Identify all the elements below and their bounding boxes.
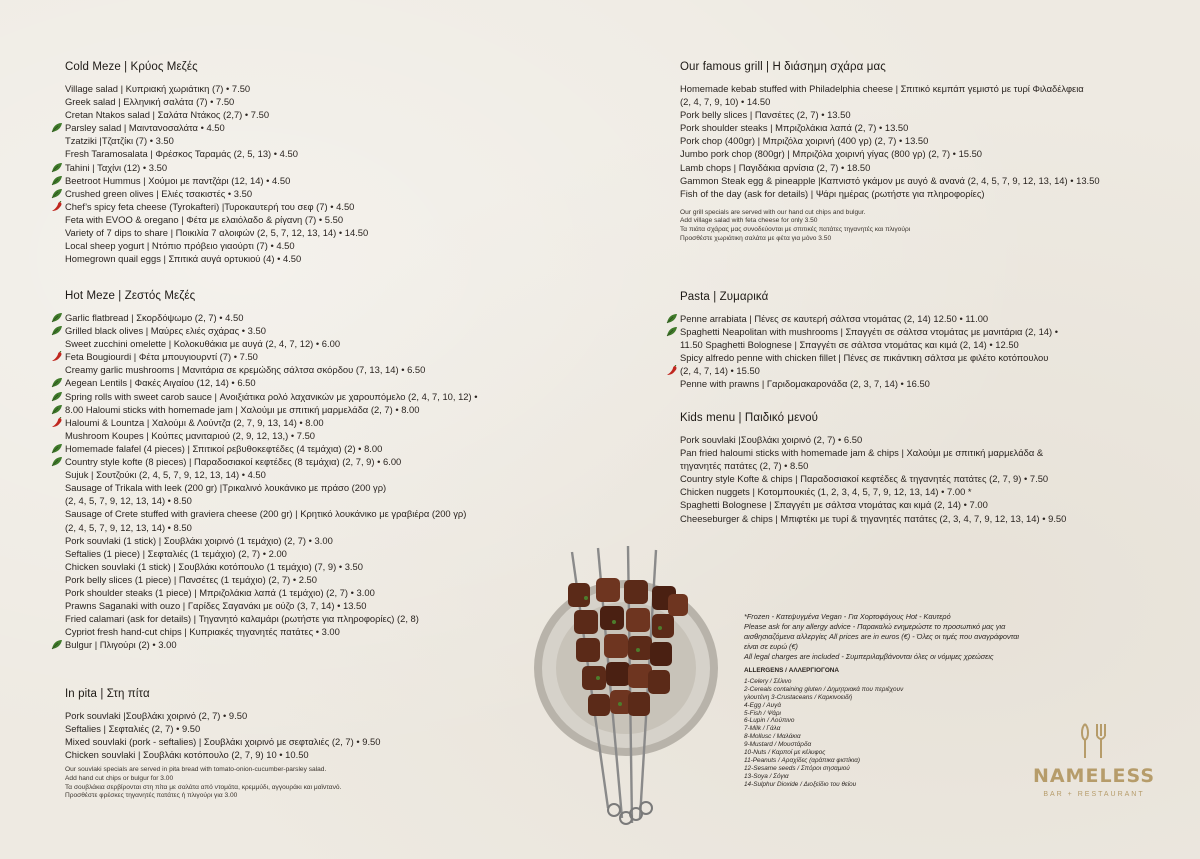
- menu-item: [65, 95, 585, 108]
- menu-item: [65, 534, 585, 547]
- allergens-title: ALLERGENS / ΑΛΛΕΡΓΙΟΓΟΝΑ: [744, 667, 840, 674]
- menu-item-text: Pork chop (400gr) | Μπριζόλα χοιρινή (400 γρ) (2, 7) • 13.50: [680, 135, 929, 147]
- allergen-list: [744, 678, 1034, 789]
- menu-item: [65, 429, 585, 442]
- section-title: Our famous grill | Η διάσημη σχάρα μας: [680, 61, 886, 73]
- hot-chili-icon: [51, 201, 63, 212]
- menu-item: [680, 351, 1180, 364]
- menu-item: [65, 174, 585, 187]
- menu-item-text: Chicken souvlaki | Σουβλάκι κοτόπουλο (2, 7, 9) 10 • 10.50: [65, 749, 309, 761]
- menu-item-text: Mixed souvlaki (pork - seftalies) | Σουβλάκι χοιρινό με σεφταλιές (2, 7) • 9.50: [65, 736, 381, 748]
- menu-item-text: Fried calamari (ask for details) | Τηγανητό καλαμάρι (ρωτήστε για πληροφορίες) (2, 8): [65, 613, 419, 625]
- section-title: In pita | Στη πίτα: [65, 688, 150, 700]
- menu-item: [65, 481, 585, 494]
- menu-item: [65, 108, 585, 121]
- menu-item-text: Pork souvlaki |Σουβλάκι χοιρινό (2, 7) • 6.50: [680, 434, 863, 445]
- menu-item-text: Pork souvlaki |Σουβλάκι χοιρινό (2, 7) • 9.50: [65, 710, 248, 721]
- menu-item-text: Pork shoulder steaks (1 piece) | Μπριζολάκια λαπά (1 τεμάχιο) (2, 7) • 3.00: [65, 586, 375, 598]
- menu-item-text: Sweet zucchini omelette | Κολοκυθάκια με αυγά (2, 4, 7, 12) • 6.00: [65, 338, 341, 350]
- kids-section: [680, 412, 1180, 525]
- menu-item-text: Fish of the day (ask for details) | Ψάρι ημέρας (ρωτήστε για πληροφορίες): [680, 187, 985, 199]
- brand-name: NAMELESS: [1032, 765, 1156, 787]
- menu-item: [65, 134, 585, 147]
- menu-item: [65, 638, 585, 651]
- legend-line: All legal charges are included - Συμπεριλαμβάνονται όλες οι νόμιμες χρεώσεις: [744, 652, 994, 661]
- allergen-item: 10-Nuts / Καρποί με κέλυφος: [744, 749, 826, 757]
- allergen-item: 2-Cereals containing gluten / Δημητριακά που περιέχουν: [744, 685, 904, 693]
- menu-item: [680, 121, 1180, 134]
- vegan-leaf-icon: [51, 325, 63, 336]
- allergen-legend: [744, 612, 1034, 789]
- menu-item: [65, 573, 585, 586]
- menu-item-text: Spaghetti Bolognese | Σπαγγέτι με σάλτσα ντομάτας και κιμά (2, 14) • 7.00: [680, 499, 988, 511]
- menu-item-text: Lamb chops | Παγιδάκια αρνίσια (2, 7) • 18.50: [680, 161, 871, 173]
- allergen-item: 7-Milk / Γάλα: [744, 725, 781, 733]
- menu-item: [680, 338, 1180, 351]
- note-line: Τα πιάτα σχάρας μας συνοδεύονται με σπιτικές πατάτες τηγανητές και πλιγούρι: [680, 226, 911, 234]
- menu-item-text: (2, 4, 5, 7, 9, 12, 13, 14) • 8.50: [65, 521, 192, 533]
- menu-item: [65, 468, 585, 481]
- menu-item-text: Pork belly slices (1 piece) | Πανσέτες (1 τεμάχιο) (2, 7) • 2.50: [65, 573, 317, 585]
- vegan-leaf-icon: [51, 639, 63, 650]
- menu-item: [65, 363, 585, 376]
- note-line: Προσθέστε φρέσκες τηγανητές πατάτες ή πλιγούρι για 3.00: [65, 792, 238, 800]
- menu-item-text: Country style kofte (8 pieces) | Παραδοσιακοί κεφτέδες (8 τεμάχια) (2, 7, 9) • 6.00: [65, 456, 402, 468]
- legend-line: *Frozen - Κατεψυγμένα Vegan - Για Χορτοφάγους Hot - Καυτερό: [744, 612, 951, 621]
- section-title: Cold Meze | Κρύος Μεζές: [65, 61, 198, 73]
- menu-item: [65, 200, 585, 213]
- vegan-leaf-icon: [666, 313, 678, 324]
- brand-tagline: BAR + RESTAURANT: [1043, 791, 1145, 798]
- menu-item-text: Variety of 7 dips to share | Ποικιλία 7 αλοιφών (2, 5, 7, 12, 13, 14) • 14.50: [65, 227, 369, 239]
- menu-item-text: Sausage of Crete stuffed with graviera cheese (200 gr) | Κρητικό λουκάνικο με γραβιέρα (200 γρ): [65, 508, 467, 520]
- vegan-leaf-icon: [51, 456, 63, 467]
- menu-item-text: Chef’s spicy feta cheese (Tyrokafteri) |Τυροκαυτερή του σεφ (7) • 4.50: [65, 200, 355, 212]
- menu-item: [680, 325, 1180, 338]
- menu-item: [65, 376, 585, 389]
- vegan-leaf-icon: [666, 326, 678, 337]
- menu-item: [680, 174, 1180, 187]
- section-title: Kids menu | Παιδικό μενού: [680, 412, 819, 424]
- menu-item: [65, 350, 585, 363]
- menu-item: [680, 95, 1180, 108]
- menu-item: [65, 494, 585, 507]
- menu-item: [65, 748, 525, 761]
- menu-item-text: Penne with prawns | Γαριδομακαρονάδα (2, 3, 7, 14) • 16.50: [680, 378, 930, 390]
- vegan-leaf-icon: [51, 188, 63, 199]
- menu-item-text: Beetroot Hummus | Χούμοι με παντζάρι (12, 14) • 4.50: [65, 174, 291, 186]
- menu-item: [680, 377, 1180, 390]
- allergen-item: 5-Fish / Ψάρι: [744, 709, 781, 717]
- menu-item-text: Feta with EVOO & oregano | Φέτα με ελαιόλαδο & ρίγανη (7) • 5.50: [65, 213, 344, 225]
- menu-item-text: Mushroom Koupes | Κούπες μανιταριού (2, 9, 12, 13,) • 7.50: [65, 429, 316, 441]
- menu-item-text: Pan fried haloumi sticks with homemade jam & chips | Χαλούμι με σπιτική μαρμελάδα &: [680, 447, 1044, 459]
- menu-item-text: Sujuk | Σουτζούκι (2, 4, 5, 7, 9, 12, 13, 14) • 4.50: [65, 469, 266, 481]
- menu-item-text: Jumbo pork chop (800gr) | Μπριζόλα χοιρινή γίγας (800 γρ) (2, 7) • 15.50: [680, 148, 983, 160]
- vegan-leaf-icon: [51, 377, 63, 388]
- menu-item: [65, 521, 585, 534]
- menu-item-text: Gammon Steak egg & pineapple |Καπνιστό γκάμον με αυγό & ανανά (2, 4, 5, 7, 9, 12, 13, 14) • 13.50: [680, 174, 1100, 186]
- menu-item: [680, 161, 1180, 174]
- menu-item: [65, 547, 585, 560]
- menu-item: [680, 498, 1180, 511]
- menu-item: [65, 311, 585, 324]
- allergen-item: 4-Egg / Αυγά: [744, 701, 781, 709]
- section-title: Pasta | Ζυμαρικά: [680, 291, 769, 303]
- menu-item-text: Seftalies | Σεφταλιές (2, 7) • 9.50: [65, 723, 201, 735]
- menu-item: [680, 459, 1180, 472]
- menu-item-text: Prawns Saganaki with ouzo | Γαρίδες Σαγανάκι με ούζο (3, 7, 14) • 13.50: [65, 600, 367, 612]
- menu-item-text: Fresh Taramosalata | Φρέσκος Ταραμάς (2, 5, 13) • 4.50: [65, 148, 298, 160]
- menu-item-text: Pork shoulder steaks | Μπριζολάκια λαπά (2, 7) • 13.50: [680, 122, 909, 134]
- menu-item-text: Chicken souvlaki (1 stick) | Σουβλάκι κοτόπουλο (1 τεμάχιο) (7, 9) • 3.50: [65, 560, 363, 572]
- menu-item-text: Cretan Ntakos salad | Σαλάτα Ντάκος (2,7) • 7.50: [65, 109, 270, 121]
- vegan-leaf-icon: [51, 443, 63, 454]
- allergen-item: 8-Mollusc / Μαλάκια: [744, 733, 801, 741]
- menu-item-text: (2, 4, 5, 7, 9, 12, 13, 14) • 8.50: [65, 495, 192, 507]
- menu-item: [65, 507, 585, 520]
- menu-item-text: Homegrown quail eggs | Σπιτικά αυγά ορτυκιού (4) • 4.50: [65, 253, 302, 265]
- menu-item-text: Spicy alfredo penne with chicken fillet | Πένες σε πικάντικη σάλτσα με φιλέτο κοτόπουλου: [680, 352, 1049, 364]
- menu-item: [65, 560, 585, 573]
- menu-item-text: Crushed green olives | Ελιές τσακιστές • 3.50: [65, 187, 253, 199]
- menu-item: [65, 599, 585, 612]
- menu-item-text: Seftalies (1 piece) | Σεφταλιές (1 τεμάχιο) (2, 7) • 2.00: [65, 547, 287, 559]
- allergen-item: 12-Sesame seeds / Σπόροι σησαμιού: [744, 764, 850, 772]
- menu-item-text: Parsley salad | Μαιντανοσαλάτα • 4.50: [65, 122, 225, 134]
- menu-item-text: Country style Kofte & chips | Παραδοσιακοί κεφτέδες & τηγανητές πατάτες (2, 7, 9) • 7.50: [680, 473, 1049, 485]
- menu-item: [680, 108, 1180, 121]
- note-line: Our souvlaki specials are served in pita bread with tomato-onion-cucumber-parsley salad.: [65, 766, 327, 774]
- vegan-leaf-icon: [51, 122, 63, 133]
- allergen-item: γλουτένη 3-Crustaceans / Καρκινοειδή: [744, 693, 853, 701]
- menu-item: [65, 455, 585, 468]
- menu-item: [680, 134, 1180, 147]
- menu-item-text: τηγανητές πατάτες (2, 7) • 8.50: [680, 460, 809, 472]
- menu-item-text: Pork belly slices | Πανσέτες (2, 7) • 13.50: [680, 109, 851, 121]
- allergen-item: 1-Celery / Σέλινο: [744, 677, 792, 685]
- hot-meze-section: [65, 290, 585, 651]
- menu-item: [65, 625, 585, 638]
- note-line: Add hand cut chips or bulgur for 3.00: [65, 774, 174, 782]
- menu-item: [65, 403, 585, 416]
- menu-item-text: Local sheep yogurt | Ντόπιο πρόβειο γιαούρτι (7) • 4.50: [65, 240, 295, 252]
- grill-notes: [680, 209, 1180, 243]
- menu-item-text: Greek salad | Ελληνική σαλάτα (7) • 7.50: [65, 96, 235, 108]
- menu-item-text: (2, 4, 7, 14) • 15.50: [680, 365, 760, 377]
- menu-item-text: Aegean Lentils | Φακές Αιγαίου (12, 14) • 6.50: [65, 377, 256, 389]
- allergen-item: 13-Soya / Σόγια: [744, 772, 789, 780]
- menu-item-text: Cheeseburger & chips | Μπιφτέκι με τυρί & τηγανητές πατάτες (2, 3, 4, 7, 9, 12, 13, 14) • 9.50: [680, 512, 1067, 524]
- note-line: Τα σουβλάκια σερβίρονται στη πίτα με σαλάτα από ντομάτα, κρεμμύδι, αγγουράκι και μαϊντανό.: [65, 783, 342, 791]
- menu-item: [65, 226, 585, 239]
- menu-item: [65, 722, 525, 735]
- menu-item-text: Spaghetti Neapolitan with mushrooms | Σπαγγέτι σε σάλτσα ντομάτας με μανιτάρια (2, 14) •: [680, 326, 1059, 338]
- grill-section: [680, 61, 1180, 243]
- note-line: Προσθέστε χωριάτικη σαλάτα με φέτα για μόνο 3.50: [680, 234, 832, 242]
- souvlaki-plate-image: [528, 538, 724, 833]
- menu-item-text: Bulgur | Πλιγούρι (2) • 3.00: [65, 639, 177, 651]
- menu-item-text: Pork souvlaki (1 stick) | Σουβλάκι χοιρινό (1 τεμάχιο) (2, 7) • 3.00: [65, 534, 333, 546]
- menu-item-text: Penne arrabiata | Πένες σε καυτερή σάλτσα ντομάτας (2, 14) 12.50 • 11.00: [680, 313, 989, 324]
- hot-chili-icon: [666, 365, 678, 376]
- menu-item-text: Haloumi & Lountza | Χαλούμι & Λούντζα (2, 7, 9, 13, 14) • 8.00: [65, 416, 324, 428]
- menu-item-text: Spring rolls with sweet carob sauce | Ανοιξιάτικα ρολό λαχανικών με χαρουπόμελο (2, 4, 7, 10, 12) •: [65, 390, 478, 402]
- menu-item: [65, 735, 525, 748]
- menu-item: [65, 709, 525, 722]
- hot-chili-icon: [51, 351, 63, 362]
- hot-chili-icon: [51, 417, 63, 428]
- menu-item: [65, 213, 585, 226]
- vegan-leaf-icon: [51, 404, 63, 415]
- note-line: Our grill specials are served with our hand cut chips and bulgur.: [680, 208, 866, 216]
- menu-item: [65, 161, 585, 174]
- vegan-leaf-icon: [51, 312, 63, 323]
- allergen-item: 6-Lupin / Λούπινο: [744, 717, 795, 725]
- pasta-section: [680, 291, 1180, 391]
- menu-item-text: 11.50 Spaghetti Bolognese | Σπαγγέτι σε σάλτσα ντομάτας και κιμά (2, 14) • 12.50: [680, 339, 1019, 351]
- menu-item: [680, 446, 1180, 459]
- menu-item: [680, 512, 1180, 525]
- menu-item: [65, 416, 585, 429]
- menu-item-text: Grilled black olives | Μαύρες ελιές σχάρας • 3.50: [65, 325, 266, 337]
- menu-item: [65, 252, 585, 265]
- menu-item-text: Chicken nuggets | Κοτομπουκιές (1, 2, 3, 4, 5, 7, 9, 12, 13, 14) • 7.00 *: [680, 486, 972, 498]
- cold-meze-section: [65, 61, 585, 265]
- fork-knife-icon: [1079, 722, 1109, 760]
- menu-item-text: Tzatziki |Τζατζίκι (7) • 3.50: [65, 135, 174, 147]
- menu-item: [680, 472, 1180, 485]
- note-line: Add village salad with feta cheese for only 3.50: [680, 217, 818, 225]
- section-title: Hot Meze | Ζεστός Μεζές: [65, 290, 196, 302]
- menu-item: [65, 612, 585, 625]
- menu-item: [65, 390, 585, 403]
- menu-item-text: 8.00 Haloumi sticks with homemade jam | Χαλούμι με σπιτική μαρμελάδα (2, 7) • 8.00: [65, 403, 420, 415]
- menu-item: [680, 364, 1180, 377]
- menu-item-text: Tahini | Ταχίνι (12) • 3.50: [65, 161, 168, 173]
- menu-item: [680, 433, 1180, 446]
- menu-item-text: Sausage of Trikala with leek (200 gr) |Τρικαλινό λουκάνικο με πράσο (200 γρ): [65, 482, 387, 494]
- legend-line: Please ask for any allergy advice - Παρακαλώ ενημερώστε το προσωπικό μας για αισθησιαζόμενα αλλεργίες All prices are in euros (€) - Όλες οι τιμές που αναγράφονται είναι σε ευρώ (€): [744, 622, 1020, 651]
- menu-item: [680, 147, 1180, 160]
- menu-item-text: Feta Bougiourdi | Φέτα μπουγιουρντί (7) • 7.50: [65, 351, 258, 363]
- menu-item-text: Homemade kebab stuffed with Philadelphia cheese | Σπιτικό κεμπάπ γεμιστό με τυρί Φιλαδέλφεια: [680, 83, 1084, 94]
- menu-item: [65, 324, 585, 337]
- menu-item: [65, 82, 585, 95]
- menu-item: [680, 82, 1180, 95]
- vegan-leaf-icon: [51, 162, 63, 173]
- in-pita-section: [65, 688, 525, 801]
- menu-item: [65, 187, 585, 200]
- menu-item-text: Homemade falafel (4 pieces) | Σπιτικοί ρεβυθοκεφτέδες (4 τεμάχια) (2) • 8.00: [65, 442, 383, 454]
- menu-item: [65, 147, 585, 160]
- menu-item-text: Garlic flatbread | Σκορδόψωμο (2, 7) • 4.50: [65, 312, 244, 323]
- menu-item-text: Cypriot fresh hand-cut chips | Κυπριακές τηγανητές πατάτες • 3.00: [65, 626, 340, 638]
- menu-item: [680, 187, 1180, 200]
- menu-item: [65, 239, 585, 252]
- allergen-item: 9-Mustard / Μουστάρδα: [744, 741, 812, 749]
- menu-item: [65, 121, 585, 134]
- allergen-item: 14-Sulphur Dioxide / Διοξείδιο του θείου: [744, 780, 857, 788]
- menu-item: [680, 312, 1180, 325]
- menu-item: [65, 442, 585, 455]
- menu-item-text: (2, 4, 7, 9, 10) • 14.50: [680, 96, 771, 108]
- menu-item-text: Creamy garlic mushrooms | Μανιτάρια σε κρεμώδης σάλτσα σκόρδου (7, 13, 14) • 6.50: [65, 364, 426, 376]
- menu-item-text: Village salad | Κυπριακή χωριάτικη (7) • 7.50: [65, 83, 251, 94]
- vegan-leaf-icon: [51, 391, 63, 402]
- pita-notes: [65, 766, 525, 800]
- menu-item: [680, 485, 1180, 498]
- menu-item: [65, 586, 585, 599]
- restaurant-logo: [1030, 722, 1158, 798]
- allergen-item: 11-Peanuts / Αραχίδες (αράπικα φιστίκια): [744, 756, 861, 764]
- vegan-leaf-icon: [51, 175, 63, 186]
- menu-item: [65, 337, 585, 350]
